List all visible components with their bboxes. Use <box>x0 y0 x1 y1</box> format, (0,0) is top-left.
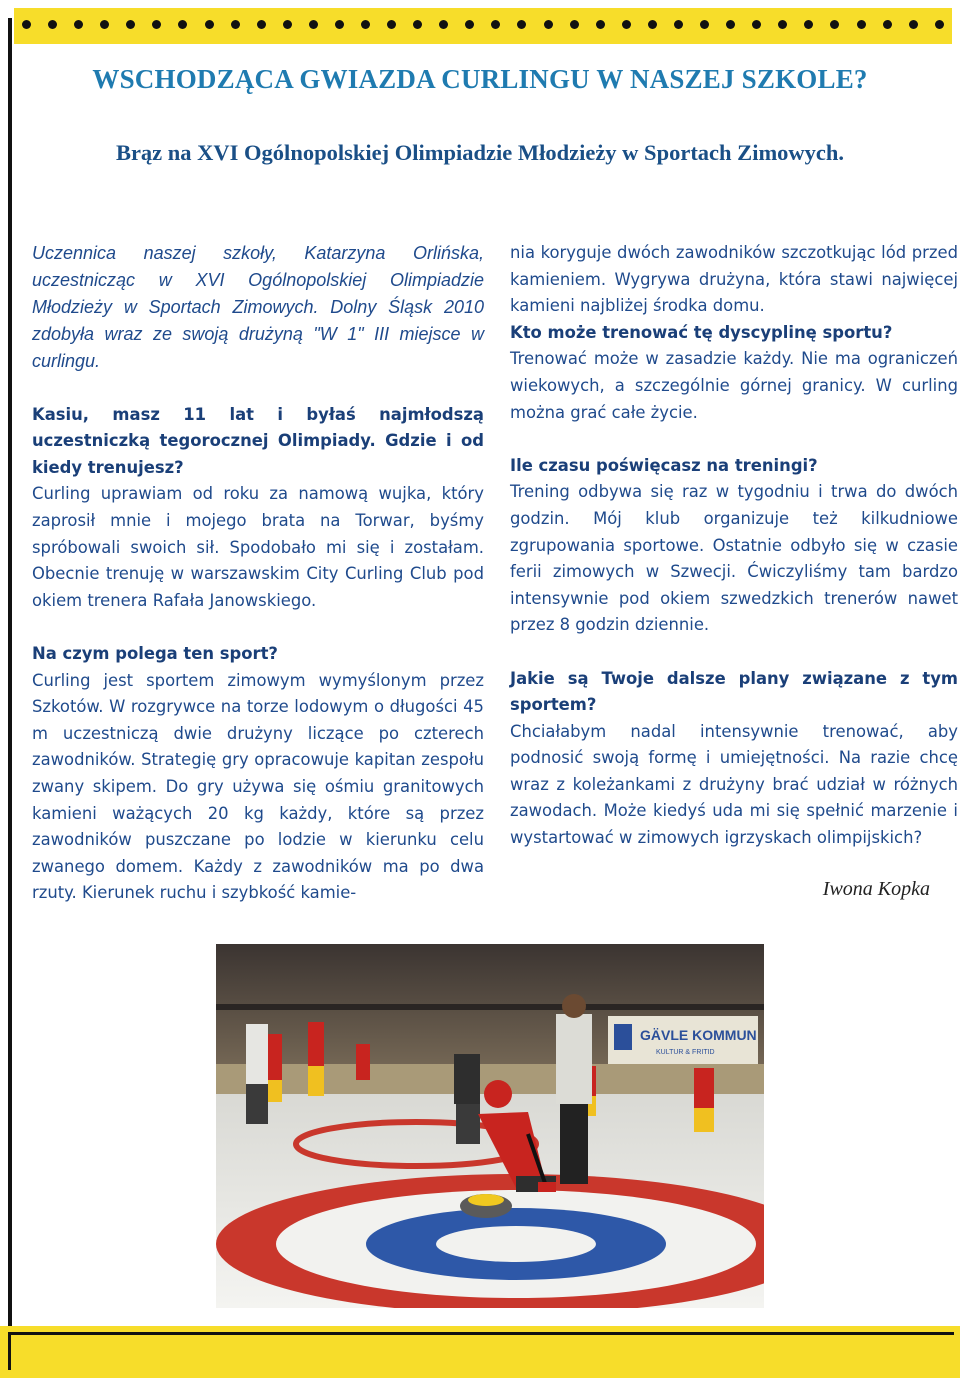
article-column-right <box>510 240 958 852</box>
bottom-frame-line <box>8 1332 954 1370</box>
ribbon-dot <box>231 20 240 29</box>
article-column-left <box>32 240 484 907</box>
answer-2-part-2: nia koryguje dwóch zawodników szczotkując lód przed kamieniem. Wygrywa drużyna, która stawi najwięcej kamieni najbliżej środka domu. <box>510 243 958 316</box>
question-3: Kto może trenować tę dyscyplinę sportu? <box>510 322 893 342</box>
ribbon-dot <box>387 20 396 29</box>
ribbon-dot <box>517 20 526 29</box>
answer-4: Trening odbywa się raz w tygodniu i trwa do dwóch godzin. Mój klub organizuje też kilkudniowe zgrupowania sportowe. Ostatnie odbyło się w czasie ferii zimowych w Szwecji. Ćwiczyliśmy tam bardzo intensywnie pod okiem szwedzkich trenerów nawet przez 8 godzin dziennie. <box>510 482 958 635</box>
ribbon-dot <box>439 20 448 29</box>
ribbon-dot <box>752 20 761 29</box>
article-intro: Uczennica naszej szkoły, Katarzyna Orlińska, uczestnicząc w XVI Ogólnopolskiej Olimpiadzie Młodzieży w Sportach Zimowych. Dolny Śląsk 2010 zdobyła wraz ze swoją drużyną "W 1" III miejsce w curlingu. <box>32 243 484 371</box>
curling-scene-illustration <box>216 944 764 1308</box>
answer-5: Chciałabym nadal intensywnie trenować, aby podnosić swoją formę i umiejętności. Na razie chcę wraz z koleżankami z drużyny brać udział w różnych zawodach. Może kiedyś uda mi się spełnić marzenie i wystartować w zimowych igrzyskach olimpijskich? <box>510 721 958 848</box>
ribbon-dot <box>648 20 657 29</box>
banner-text: GÄVLE KOMMUN <box>640 1027 757 1043</box>
ribbon-dot <box>152 20 161 29</box>
ribbon-dot <box>361 20 370 29</box>
ribbon-dot <box>883 20 892 29</box>
ribbon-dot <box>465 20 474 29</box>
top-decorative-ribbon <box>14 8 952 44</box>
ribbon-dot <box>48 20 57 29</box>
answer-1: Curling uprawiam od roku za namową wujka, który zaprosił mnie i mojego brata na Torwar, byśmy spróbowali swoich sił. Spodobało mi się i zostałam. Obecnie trenuję w warszawskim City Curling Club pod okiem trenera Rafała Janowskiego. <box>32 484 484 610</box>
question-5: Jakie są Twoje dalsze plany związane z tym sportem? <box>510 668 958 715</box>
ribbon-dot <box>700 20 709 29</box>
ribbon-dot <box>100 20 109 29</box>
ribbon-dot <box>830 20 839 29</box>
ribbon-dot <box>126 20 135 29</box>
ribbon-dot <box>178 20 187 29</box>
ribbon-dot <box>257 20 266 29</box>
ribbon-dot <box>674 20 683 29</box>
ribbon-dot <box>726 20 735 29</box>
ribbon-dot <box>622 20 631 29</box>
ribbon-dot <box>283 20 292 29</box>
banner-subtext: KULTUR & FRITID <box>656 1049 715 1056</box>
ribbon-dot <box>309 20 318 29</box>
left-border-rule <box>8 18 12 1338</box>
ribbon-dot <box>22 20 31 29</box>
ribbon-dot <box>935 20 944 29</box>
ribbon-dot <box>205 20 214 29</box>
answer-2-part-1: Curling jest sportem zimowym wymyślonym przez Szkotów. W rozgrywce na torze lodowym o długości 45 m uczestniczą dwie drużyny liczące po czterech zawodników. Strategię gry opracowuje kapitan zespołu zwany skipem. Do gry używa się ośmiu granitowych kamieni ważących 20 kg każdy, które są przez zawodników puszczane po lodzie w kierunku celu zwanego domem. Każdy z zawodników ma po dwa rzuty. Kierunek ruchu i szybkość kamie- <box>32 670 484 903</box>
answer-3: Trenować może w zasadzie każdy. Nie ma ograniczeń wiekowych, a szczególnie górnej granicy. W curling można grać całe życie. <box>510 349 958 422</box>
ribbon-dot <box>413 20 422 29</box>
author-signature: Iwona Kopka <box>822 878 930 900</box>
bottom-decorative-ribbon <box>0 1326 960 1378</box>
ribbon-dot <box>544 20 553 29</box>
curling-photo <box>216 944 764 1308</box>
ribbon-dot <box>909 20 918 29</box>
ribbon-dot <box>596 20 605 29</box>
question-4: Ile czasu poświęcasz na treningi? <box>510 455 818 475</box>
ribbon-dot <box>778 20 787 29</box>
ribbon-dot <box>74 20 83 29</box>
ribbon-dot <box>857 20 866 29</box>
ribbon-dot <box>570 20 579 29</box>
question-2: Na czym polega ten sport? <box>32 643 278 663</box>
question-1: Kasiu, masz 11 lat i byłaś najmłodszą uczestniczką tegorocznej Olimpiady. Gdzie i od kiedy trenujesz? <box>32 404 484 477</box>
article-subtitle: Brąz na XVI Ogólnopolskiej Olimpiadzie Młodzieży w Sportach Zimowych. <box>115 140 845 165</box>
ribbon-dot <box>491 20 500 29</box>
ribbon-dot <box>804 20 813 29</box>
article-title: WSCHODZĄCA GWIAZDA CURLINGU W NASZEJ SZKOLE? <box>92 64 868 94</box>
ribbon-dot <box>335 20 344 29</box>
ribbon-dots <box>14 20 952 32</box>
